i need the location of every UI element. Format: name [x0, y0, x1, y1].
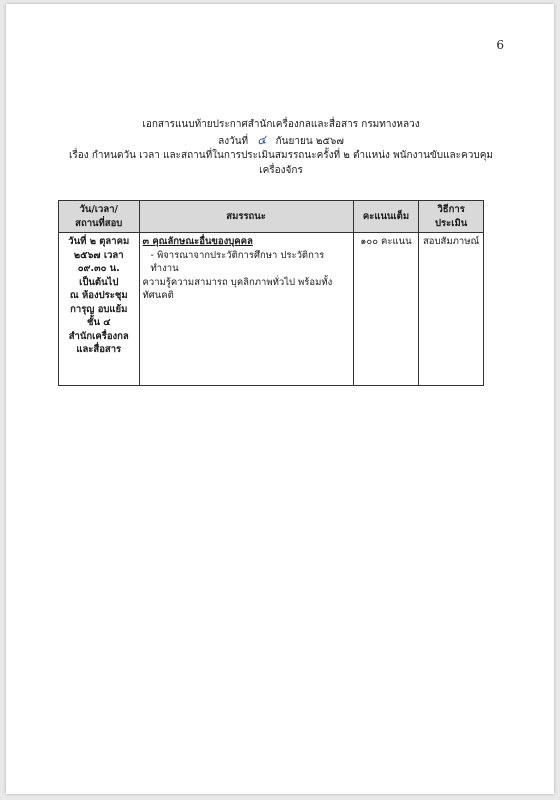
table-header-row — [59, 201, 484, 233]
header-date-line — [46, 133, 516, 150]
header-method: วิธีการ ประเมิน — [419, 201, 484, 233]
document-page — [6, 4, 554, 794]
competency-cell — [139, 233, 353, 386]
header-title-line: เอกสารแนบท้ายประกาศสำนักเครื่องกลและสื่อสาร กรมทางหลวง — [142, 119, 420, 130]
page-number: 6 — [496, 38, 504, 52]
date-place-cell: วันที่ ๒ ตุลาคม ๒๕๖๗ เวลา ๐๙.๓๐ น. เป็นต้นไป ณ ห้องประชุม การุญ อบแย้ม ชั้น ๔ สำนักเครื่องกล และสื่อสาร — [59, 233, 140, 386]
topic-title: ๓ คุณลักษณะอื่นของบุคคล — [142, 236, 253, 247]
header-full-score: คะแนนเต็ม — [353, 201, 419, 233]
subject-line-2: เครื่องจักร — [259, 164, 303, 176]
date-prefix: ลงวันที่ — [218, 135, 249, 147]
topic-detail-2: ความรู้ความสามารถ บุคลิกภาพทั่วไป พร้อมทั้งทัศนคติ — [142, 276, 333, 301]
date-suffix: กันยายน ๒๕๖๗ — [275, 135, 344, 147]
topic-detail-1: - พิจารณาจากประวัติการศึกษา ประวัติการทำงาน — [150, 249, 325, 274]
header-date-place: วัน/เวลา/ สถานที่สอบ — [59, 201, 140, 233]
header-competency: สมรรถนะ — [139, 201, 353, 233]
document-header — [46, 118, 516, 178]
subject-line-1: เรื่อง กำหนดวัน เวลา และสถานที่ในการประเมินสมรรถนะครั้งที่ ๒ ตำแหน่ง พนักงานขับและควบคุม — [69, 150, 493, 161]
score-cell: ๑๐๐ คะแนน — [353, 233, 419, 386]
method-cell: สอบสัมภาษณ์ — [419, 233, 484, 386]
exam-schedule-table — [58, 200, 484, 386]
handwritten-day: ๔ — [256, 131, 268, 148]
table-row — [59, 233, 484, 386]
